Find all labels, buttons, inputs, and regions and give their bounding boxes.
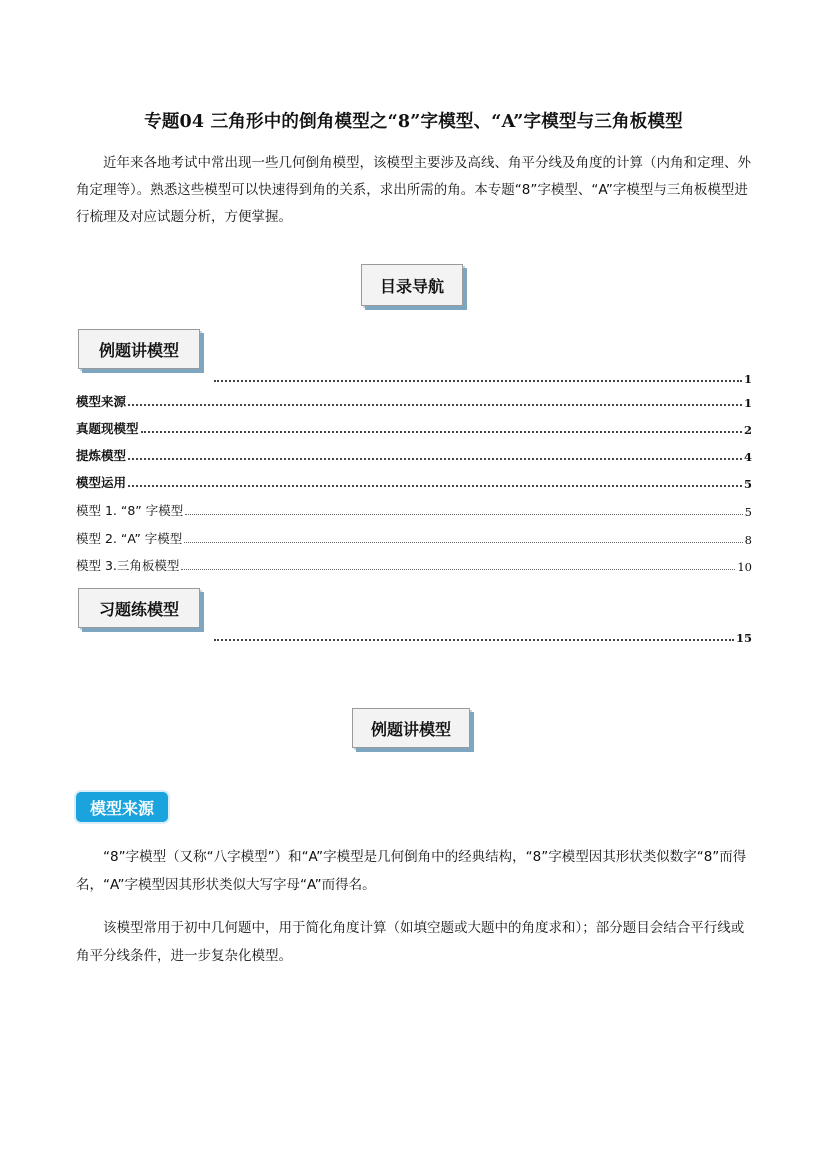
toc-entry[interactable] (76, 554, 752, 574)
toc-section-examples-label: 例题讲模型 (98, 340, 179, 360)
document-title: 专题04 三角形中的倒角模型之“8”字模型、“A”字模型与三角板模型 (144, 112, 683, 132)
section-header-examples (352, 708, 470, 748)
toc-leader (181, 569, 735, 570)
toc-leader (214, 380, 742, 382)
body-paragraph: 该模型常用于初中几何题中，用于简化角度计算（如填空题或大题中的角度求和）；部分题目会结合平行线或角平分线条件，进一步复杂化模型。 (76, 920, 745, 964)
toc-entry-exercises[interactable] (212, 625, 752, 645)
toc-label: 模型运用 (76, 475, 127, 490)
model-source-badge (76, 792, 168, 822)
toc-page: 1 (743, 372, 752, 386)
section-header-label: 例题讲模型 (370, 719, 451, 739)
toc-label: 提炼模型 (76, 448, 127, 463)
toc-leader (185, 514, 742, 515)
toc-leader (184, 542, 742, 543)
toc-label: 模型 1. “8” 字模型 (76, 503, 184, 518)
toc-header-label: 目录导航 (379, 276, 444, 296)
toc-leader (128, 458, 742, 460)
toc-section-exercises[interactable] (78, 588, 200, 628)
toc-page: 5 (743, 477, 752, 491)
toc-entry[interactable] (76, 444, 752, 464)
toc-entry[interactable] (76, 471, 752, 491)
intro-paragraph: 近年来各地考试中常出现一些几何倒角模型，该模型主要涉及高线、角平分线及角度的计算（内角和定理、外角定理等）。熟悉这些模型可以快速得到角的关系，求出所需的角。本专题“8”字模型、“A”字模型与三角板模型进行梳理及对应试题分析，方便掌握。 (76, 155, 751, 225)
toc-label: 真题现模型 (76, 421, 139, 436)
toc-entry-examples[interactable] (212, 366, 752, 386)
toc-page: 5 (744, 505, 752, 519)
toc-section-examples[interactable] (78, 329, 200, 369)
toc-entry[interactable] (76, 390, 752, 410)
toc-page: 15 (735, 631, 752, 645)
toc-entry[interactable] (76, 499, 752, 519)
toc-page: 4 (743, 450, 752, 464)
toc-entry[interactable] (76, 527, 752, 547)
toc-leader (128, 404, 742, 406)
toc-page: 10 (737, 560, 752, 574)
model-source-badge-label: 模型来源 (89, 798, 154, 818)
toc-page: 2 (743, 423, 752, 437)
toc-leader (214, 639, 734, 641)
body-paragraph: “8”字模型（又称“八字模型”）和“A”字模型是几何倒角中的经典结构，“8”字模型因其形状类似数字“8”而得名，“A”字模型因其形状类似大写字母“A”而得名。 (76, 849, 747, 893)
toc-leader (128, 485, 742, 487)
toc-page: 1 (743, 396, 752, 410)
toc-entry[interactable] (76, 417, 752, 437)
toc-header (361, 264, 463, 306)
toc-label: 模型 3.三角板模型 (76, 558, 180, 573)
toc-label: 模型来源 (76, 394, 127, 409)
toc-section-exercises-label: 习题练模型 (98, 599, 179, 619)
toc-leader (141, 431, 742, 433)
toc-page: 8 (744, 533, 752, 547)
toc-label: 模型 2. “A” 字模型 (76, 531, 183, 546)
